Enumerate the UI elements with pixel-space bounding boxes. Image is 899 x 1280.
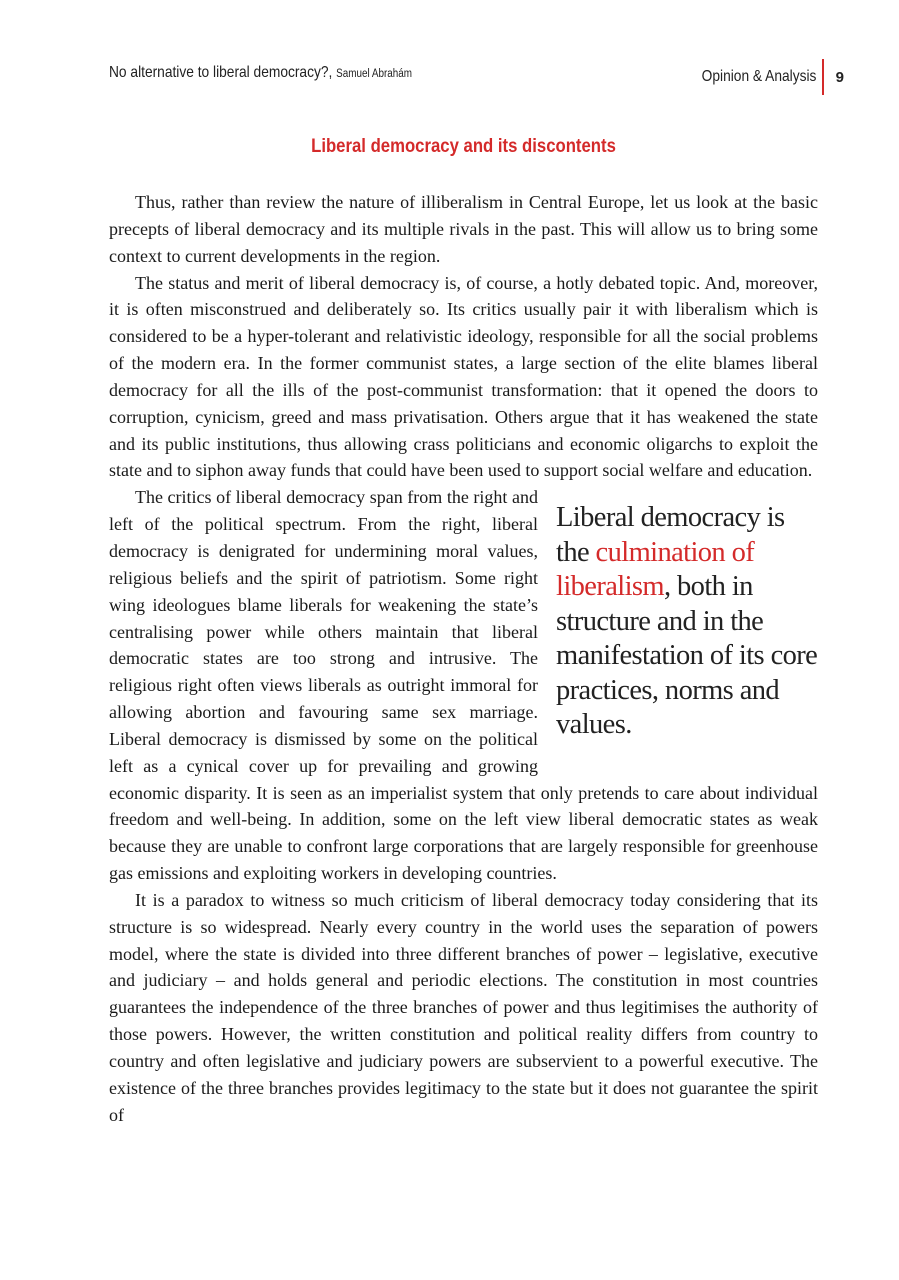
section-heading: Liberal democracy and its discontents bbox=[311, 136, 616, 157]
paragraph-2: The status and merit of liberal democracy is, of course, a hotly debated topic. And, moreover, it is often misconstrued and deliberately so. Its critics usually pair it with liberalism which is considered to be a hyper-tolerant and relativistic ideology, responsible for all the social problems of the modern era. In the former communist states, a large section of the elite blames liberal democracy for all the ills of the post-communist transformation: that it opened the doors to corruption, cynicism, greed and mass privatisation. Others argue that it has weakened the state and its public institutions, thus allowing crass politicians and economic oligarchs to exploit the state and to siphon away funds that could have been used to support social welfare and education. bbox=[109, 272, 818, 481]
paragraph-3: The critics of liberal democracy span from the right and left of the political spectrum. From the right, liberal democracy is denigrated for undermining moral values, religious beliefs and the spirit of patriotism. Some right wing ideologues blame liberals for weakening the state’s centralising power while others maintain that liberal democratic states are too strong and intrusive. The religious right often views liberals as outright immoral for allowing abortion and favouring same sex marriage. Liberal democracy is dismissed by some on the political left as a cynical cover up for prevailing and growing economic disparity. It is seen as an imperialist system that only pretends to care about individual freedom and well-being. In addition, some on the left view liberal democratic states as weak because they are unable to confront large corporations that are largely responsible for greenhouse gas emissions and exploiting workers in developing countries. bbox=[109, 487, 818, 884]
article-author: Samuel Abrahám bbox=[336, 68, 413, 80]
pull-quote bbox=[556, 501, 818, 743]
article-title: No alternative to liberal democracy?, bbox=[109, 64, 333, 81]
running-head-meta bbox=[683, 62, 844, 92]
running-head bbox=[109, 62, 844, 92]
pull-quote-tail: , both in structure and in the manifestation of its core practices, norms and values. bbox=[556, 571, 818, 741]
paragraph-4: It is a paradox to witness so much criticism of liberal democracy today considering that its structure is so widespread. Nearly every country in the world uses the separation of powers model, where the state is divided into three different branches of power – legislative, executive and judiciary – and holds general and periodic elections. The constitution in most countries guarantees the independence of the three branches of power and thus legitimises the authority of those powers. However, the written constitution and political reality differs from country to country and often legislative and judiciary powers are subservient to a powerful executive. The existence of the three branches provides legitimacy to the state but it does not guarantee the spirit of bbox=[109, 889, 818, 1125]
running-head-title bbox=[109, 64, 412, 82]
paragraph-1: Thus, rather than review the nature of illiberalism in Central Europe, let us look at the basic precepts of liberal democracy and its multiple rivals in the past. This will allow us to bring some context to current developments in the region. bbox=[109, 192, 818, 266]
page-number: 9 bbox=[835, 68, 844, 86]
section-label: Opinion & Analysis bbox=[701, 68, 817, 85]
pull-quote-highlight: culmination of liberalism bbox=[556, 536, 755, 603]
pull-quote-lead: Liberal democracy is the bbox=[556, 502, 785, 568]
article-body bbox=[109, 189, 818, 1129]
header-divider bbox=[822, 59, 824, 95]
